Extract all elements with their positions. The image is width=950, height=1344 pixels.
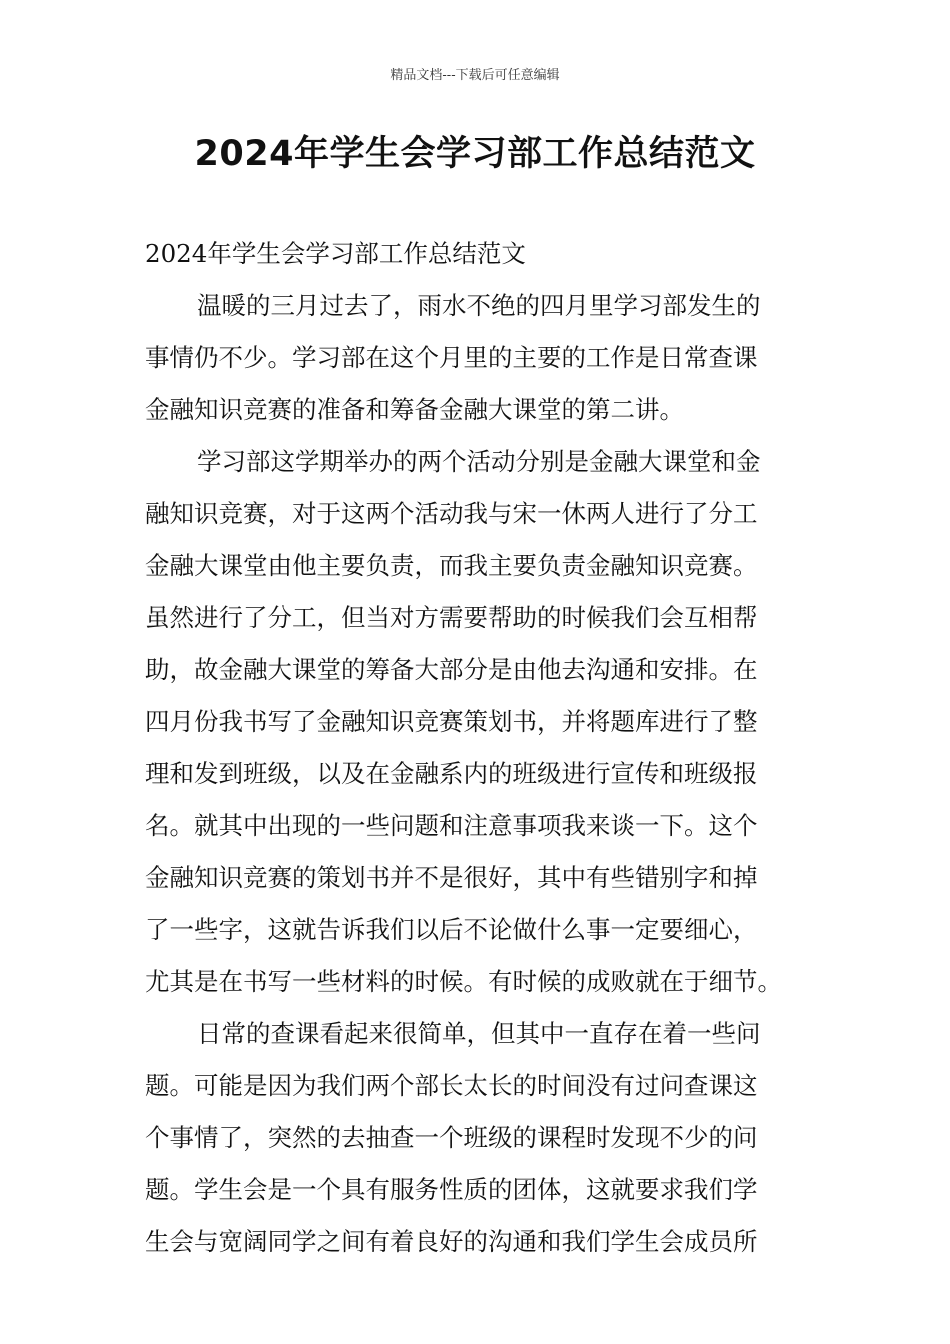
paragraph-2-line: 学习部这学期举办的两个活动分别是金融大课堂和金 (197, 447, 761, 476)
paragraph-3-line: 个事情了，突然的去抽查一个班级的课程时发现不少的问 (145, 1123, 758, 1152)
paragraph-3-line: 日常的查课看起来很简单，但其中一直存在着一些问 (197, 1019, 761, 1048)
paragraph-1-line: 温暖的三月过去了，雨水不绝的四月里学习部发生的 (197, 291, 761, 320)
paragraph-1-line: 金融知识竞赛的准备和筹备金融大课堂的第二讲。 (145, 395, 684, 424)
paragraph-2-line: 四月份我书写了金融知识竞赛策划书，并将题库进行了整 (145, 707, 758, 736)
paragraph-3-line: 题。可能是因为我们两个部长太长的时间没有过问查课这 (145, 1071, 758, 1100)
paragraph-2-line: 金融大课堂由他主要负责，而我主要负责金融知识竞赛。 (145, 551, 758, 580)
paragraph-2-line: 了一些字，这就告诉我们以后不论做什么事一定要细心， (145, 915, 758, 944)
paragraph-2-line: 助，故金融大课堂的筹备大部分是由他去沟通和安排。在 (145, 655, 758, 684)
paragraph-3-line: 题。学生会是一个具有服务性质的团体，这就要求我们学 (145, 1175, 758, 1204)
paragraph-2-line: 理和发到班级，以及在金融系内的班级进行宣传和班级报 (145, 759, 758, 788)
paragraph-2-line: 金融知识竞赛的策划书并不是很好，其中有些错别字和掉 (145, 863, 758, 892)
document-title: 2024年学生会学习部工作总结范文 (194, 134, 756, 174)
paragraph-2-line: 融知识竞赛，对于这两个活动我与宋一休两人进行了分工 (145, 499, 758, 528)
paragraph-2-line: 虽然进行了分工，但当对方需要帮助的时候我们会互相帮 (145, 603, 758, 632)
document-body (145, 228, 809, 1268)
body-line-subtitle: 2024年学生会学习部工作总结范文 (145, 239, 526, 268)
page-header: 精品文档---下载后可任意编辑 (390, 68, 560, 83)
paragraph-2-line: 尤其是在书写一些材料的时候。有时候的成败就在于细节。 (145, 967, 782, 996)
paragraph-3-line: 生会与宽阔同学之间有着良好的沟通和我们学生会成员所 (145, 1227, 758, 1256)
paragraph-1-line: 事情仍不少。学习部在这个月里的主要的工作是日常查课 (145, 343, 758, 372)
paragraph-2-line: 名。就其中出现的一些问题和注意事项我来谈一下。这个 (145, 811, 758, 840)
